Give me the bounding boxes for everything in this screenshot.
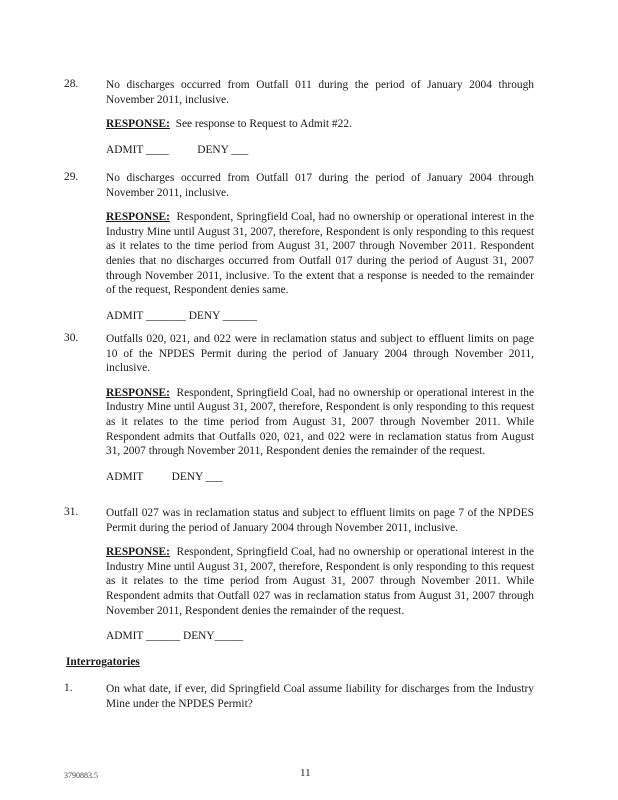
admit-deny-line: ADMIT _______ DENY ______ xyxy=(106,309,257,322)
document-id: 3790883.5 xyxy=(64,771,98,780)
request-31 xyxy=(64,506,534,643)
request-text: Outfall 027 was in reclamation status and subject to effluent limits on page 7 of the NPDES Permit during the period of January 2004 through November 2011, inclusive. xyxy=(106,507,534,534)
response-paragraph xyxy=(106,545,534,618)
request-28 xyxy=(64,78,534,157)
request-29 xyxy=(64,171,534,323)
request-text: Outfalls 020, 021, and 022 were in reclamation status and subject to effluent limits on page 10 of the NPDES Permit during the period of January 2004 through November 2011, inclusive. xyxy=(106,333,534,375)
response-paragraph xyxy=(106,117,534,132)
admit-deny-line: ADMIT ______ DENY_____ xyxy=(106,630,244,643)
response-label: RESPONSE: xyxy=(106,211,170,224)
response-paragraph xyxy=(106,386,534,459)
request-number: 29. xyxy=(64,171,79,183)
response-text: See response to Request to Admit #22. xyxy=(175,118,352,131)
request-number: 30. xyxy=(64,332,79,344)
request-number: 28. xyxy=(64,78,79,90)
interrogatory-1 xyxy=(64,682,534,711)
request-text: No discharges occurred from Outfall 011 during the period of January 2004 through November 2011, inclusive. xyxy=(106,79,534,106)
interrogatory-number: 1. xyxy=(64,682,73,694)
request-text: No discharges occurred from Outfall 017 during the period of January 2004 through November 2011, inclusive. xyxy=(106,172,534,199)
response-text: Respondent, Springfield Coal, had no ownership or operational interest in the Industry Mine until August 31, 2007, therefore, Respondent is only responding to this request as it relates to the time period from August 31, 2007 through November 2011. Respondent denies that no discharges occurred from Outfall 017 during the period of August 31, 2007 through November 2011, inclusive. To the extent that a response is needed to the remainder of the request, Respondent denies same. xyxy=(106,211,534,297)
request-number: 31. xyxy=(64,506,79,518)
request-30 xyxy=(64,332,534,484)
response-text: Respondent, Springfield Coal, had no ownership or operational interest in the Industry Mine until August 31, 2007, therefore, Respondent is only responding to this request as it relates to the time period from August 31, 2007 through November 2011. While Respondent admits that Outfalls 020, 021, and 022 were in reclamation status from August 31, 2007 through November 2011, Respondent denies the remainder of the request. xyxy=(106,386,534,458)
interrogatories-heading: Interrogatories xyxy=(66,656,140,668)
page-number: 11 xyxy=(300,767,311,779)
response-label: RESPONSE: xyxy=(106,386,170,399)
response-paragraph xyxy=(106,210,534,298)
admit-deny-line: ADMIT DENY ___ xyxy=(106,470,223,483)
admit-deny-line: ADMIT ____ DENY ___ xyxy=(106,143,249,156)
interrogatory-text: On what date, if ever, did Springfield Coal assume liability for discharges from the Industry Mine under the NPDES Permit? xyxy=(106,683,534,710)
response-label: RESPONSE: xyxy=(106,118,170,131)
response-text: Respondent, Springfield Coal, had no ownership or operational interest in the Industry Mine until August 31, 2007, therefore, Respondent is only responding to this request as it relates to the time period from August 31, 2007 through November 2011. While Respondent admits that Outfall 027 was in reclamation status from August 31, 2007 through November 2011, Respondent denies the remainder of the request. xyxy=(106,546,534,617)
response-label: RESPONSE: xyxy=(106,546,170,559)
